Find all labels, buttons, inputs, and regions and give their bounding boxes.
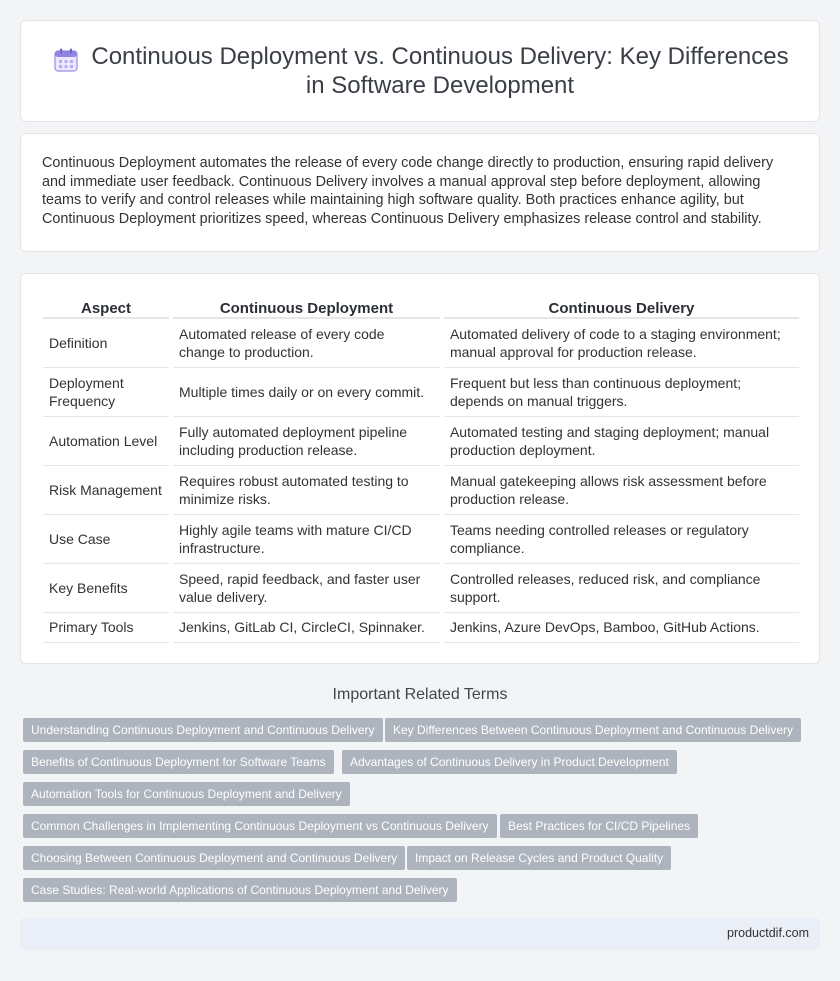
related-term-tag[interactable]: Key Differences Between Continuous Deployment and Continuous Delivery <box>385 718 801 742</box>
delivery-cell: Manual gatekeeping allows risk assessment before production release. <box>442 465 799 514</box>
related-term-tag[interactable]: Benefits of Continuous Deployment for Software Teams <box>23 750 334 774</box>
table-row <box>43 416 799 465</box>
table-row <box>43 318 799 367</box>
comparison-table <box>43 296 799 643</box>
deployment-cell: Requires robust automated testing to minimize risks. <box>171 465 442 514</box>
table-row <box>43 563 799 612</box>
table-row <box>43 612 799 642</box>
aspect-cell: Automation Level <box>43 416 171 465</box>
related-term-tag[interactable]: Impact on Release Cycles and Product Quality <box>407 846 671 870</box>
footer-site-link[interactable]: productdif.com <box>727 926 809 940</box>
related-term-tag[interactable]: Best Practices for CI/CD Pipelines <box>500 814 698 838</box>
column-header-aspect: Aspect <box>43 296 171 318</box>
delivery-cell: Frequent but less than continuous deployment; depends on manual triggers. <box>442 367 799 416</box>
column-header-delivery: Continuous Delivery <box>442 296 799 318</box>
related-term-tag[interactable]: Automation Tools for Continuous Deployment and Delivery <box>23 782 350 806</box>
deployment-cell: Highly agile teams with mature CI/CD infrastructure. <box>171 514 442 563</box>
delivery-cell: Jenkins, Azure DevOps, Bamboo, GitHub Actions. <box>442 612 799 642</box>
delivery-cell: Teams needing controlled releases or regulatory compliance. <box>442 514 799 563</box>
page-title: Continuous Deployment vs. Continuous Delivery: Key Differences in Software Development <box>91 43 789 99</box>
table-row <box>43 465 799 514</box>
deployment-cell: Multiple times daily or on every commit. <box>171 367 442 416</box>
intro-card <box>20 133 820 252</box>
delivery-cell: Automated delivery of code to a staging environment; manual approval for production release. <box>442 318 799 367</box>
deployment-cell: Fully automated deployment pipeline including production release. <box>171 416 442 465</box>
related-term-tag[interactable]: Case Studies: Real-world Applications of Continuous Deployment and Delivery <box>23 878 457 902</box>
related-term-tag[interactable]: Choosing Between Continuous Deployment and Continuous Delivery <box>23 846 405 870</box>
deployment-cell: Automated release of every code change to production. <box>171 318 442 367</box>
aspect-cell: Deployment Frequency <box>43 367 171 416</box>
delivery-cell: Controlled releases, reduced risk, and compliance support. <box>442 563 799 612</box>
comparison-card <box>20 273 820 664</box>
table-row <box>43 367 799 416</box>
related-terms-heading: Important Related Terms <box>332 686 508 703</box>
related-term-tag[interactable]: Understanding Continuous Deployment and Continuous Delivery <box>23 718 383 742</box>
column-header-deployment: Continuous Deployment <box>171 296 442 318</box>
table-row <box>43 514 799 563</box>
related-term-tag[interactable]: Common Challenges in Implementing Continuous Deployment vs Continuous Delivery <box>23 814 497 838</box>
aspect-cell: Key Benefits <box>43 563 171 612</box>
aspect-cell: Primary Tools <box>43 612 171 642</box>
intro-paragraph: Continuous Deployment automates the release of every code change directly to production, ensuring rapid delivery and immediate user feedback. Continuous Delivery involves a manual approval step before deployment, allowing teams to verify and control releases while maintaining high software quality. Both practices enhance agility, but Continuous Deployment prioritizes speed, whereas Continuous Delivery emphasizes release control and stability. <box>42 155 774 227</box>
footer-bar <box>20 918 820 950</box>
aspect-cell: Definition <box>43 318 171 367</box>
table-header-row <box>43 296 799 318</box>
aspect-cell: Use Case <box>43 514 171 563</box>
header-card <box>20 20 820 122</box>
related-term-tag[interactable]: Advantages of Continuous Delivery in Product Development <box>342 750 677 774</box>
aspect-cell: Risk Management <box>43 465 171 514</box>
delivery-cell: Automated testing and staging deployment; manual production deployment. <box>442 416 799 465</box>
deployment-cell: Speed, rapid feedback, and faster user value delivery. <box>171 563 442 612</box>
deployment-cell: Jenkins, GitLab CI, CircleCI, Spinnaker. <box>171 612 442 642</box>
